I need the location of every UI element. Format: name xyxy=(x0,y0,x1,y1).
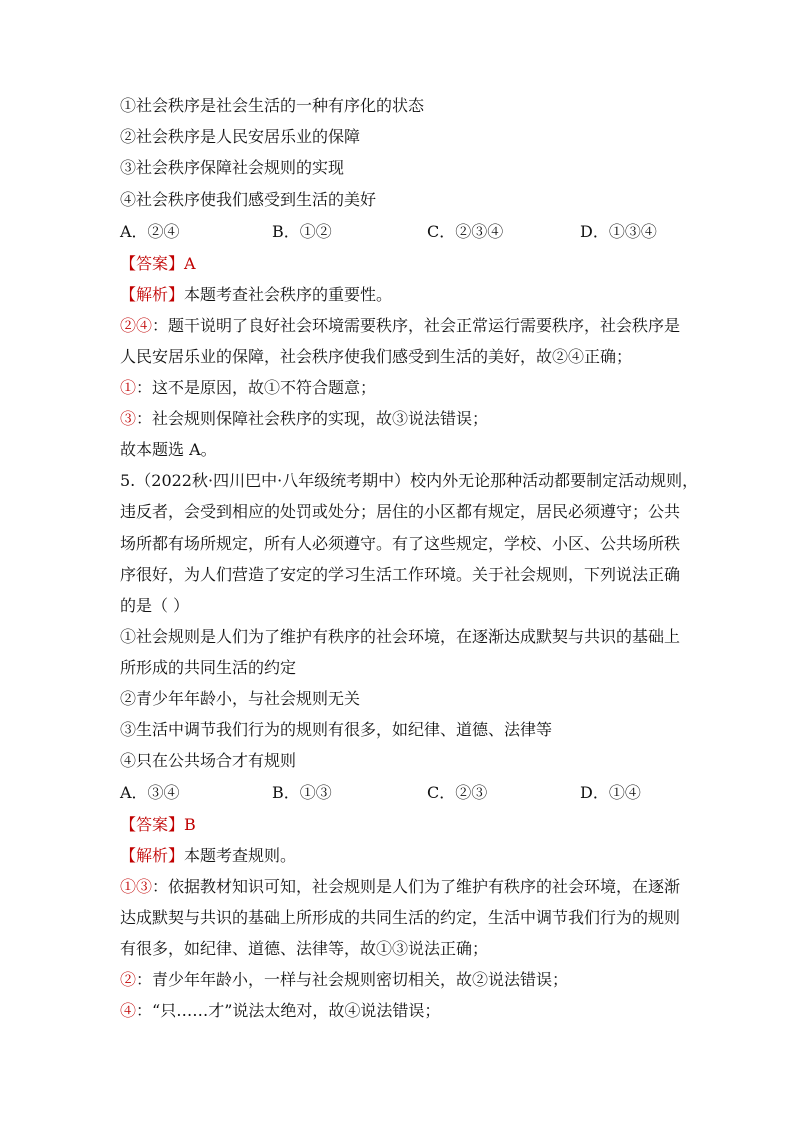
analysis-text: ：社会规则保障社会秩序的实现，故③说法错误； xyxy=(136,409,489,428)
analysis-tag: 【解析】 xyxy=(120,846,185,865)
q4-analysis-line xyxy=(120,316,680,336)
q5-options xyxy=(120,783,680,803)
q5-option-b: B．①③ xyxy=(272,783,332,802)
q5-statement: ②青少年年龄小，与社会规则无关 xyxy=(120,689,361,708)
analysis-text: ：依据教材知识可知，社会规则是人们为了维护有秩序的社会环境，在逐渐 xyxy=(152,877,681,896)
q5-statement: ④只在公共场合才有规则 xyxy=(120,751,297,770)
q4-analysis-line xyxy=(120,409,488,429)
q4-conclusion: 故本题选 A。 xyxy=(120,440,217,459)
q4-analysis-line xyxy=(120,347,632,367)
answer-tag: 【答案】 xyxy=(120,815,185,834)
q5-option-c: C．②③ xyxy=(427,783,488,802)
q5-analysis-line xyxy=(120,939,488,959)
q4-answer xyxy=(120,254,196,274)
analysis-text: 有很多，如纪律、道德、法律等，故①③说法正确； xyxy=(120,939,489,958)
q5-analysis-intro xyxy=(120,846,296,866)
q4-statement: ④社会秩序使我们感受到生活的美好 xyxy=(120,190,377,209)
analysis-tag: 【解析】 xyxy=(120,285,185,304)
q4-option-b: B．①② xyxy=(272,222,332,241)
q4-option-d: D．①③④ xyxy=(580,222,657,241)
q5-option-a: A．③④ xyxy=(120,783,180,802)
answer-value: B xyxy=(184,815,196,834)
analysis-text: 人民安居乐业的保障，社会秩序使我们感受到生活的美好，故②④正确； xyxy=(120,347,633,366)
analysis-text: 达成默契与共识的基础上所形成的共同生活的约定，生活中调节我们行为的规则 xyxy=(120,908,681,927)
q4-analysis-intro xyxy=(120,285,392,305)
q5-statement: ①社会规则是人们为了维护有秩序的社会环境，在逐渐达成默契与共识的基础上 xyxy=(120,627,681,646)
analysis-text: ：题干说明了良好社会环境需要秩序，社会正常运行需要秩序，社会秩序是 xyxy=(152,316,681,335)
q5-analysis-line xyxy=(120,970,568,990)
q4-options xyxy=(120,222,680,242)
q5-stem-line: 序很好，为人们营造了安定的学习生活工作环境。关于社会规则，下列说法正确 xyxy=(120,565,681,584)
q4-statement: ③社会秩序保障社会规则的实现 xyxy=(120,158,345,177)
q5-stem-line: 5.（2022秋·四川巴中·八年级统考期中）校内外无论那种活动都要制定活动规则， xyxy=(120,471,699,490)
analysis-text: ：青少年年龄小，一样与社会规则密切相关，故②说法错误； xyxy=(136,970,569,989)
q4-option-c: C．②③④ xyxy=(427,222,504,241)
analysis-intro-text: 本题考查规则。 xyxy=(184,846,297,865)
analysis-text: ：“只……才”说法太绝对，故④说法错误； xyxy=(136,1001,441,1020)
analysis-text: ：这不是原因，故①不符合题意； xyxy=(136,378,377,397)
q4-option-a: A．②④ xyxy=(120,222,180,241)
analysis-prefix: ②④ xyxy=(120,316,153,335)
answer-value: A xyxy=(184,254,196,273)
answer-tag: 【答案】 xyxy=(120,254,185,273)
q4-analysis-line xyxy=(120,378,376,398)
analysis-prefix: ③ xyxy=(120,409,137,428)
q4-statement: ②社会秩序是人民安居乐业的保障 xyxy=(120,127,361,146)
q5-stem-line: 违反者，会受到相应的处罚或处分；居住的小区都有规定，居民必须遵守；公共 xyxy=(120,502,681,521)
analysis-prefix: ④ xyxy=(120,1001,137,1020)
q5-statement: ③生活中调节我们行为的规则有很多，如纪律、道德、法律等 xyxy=(120,720,553,739)
q5-option-d: D．①④ xyxy=(580,783,641,802)
q5-analysis-line xyxy=(120,908,680,928)
q5-statement: 所形成的共同生活的约定 xyxy=(120,658,297,677)
q5-answer xyxy=(120,815,196,835)
analysis-prefix: ① xyxy=(120,378,137,397)
q5-stem-line: 场所都有场所规定，所有人必须遵守。有了这些规定，学校、小区、公共场所秩 xyxy=(120,534,681,553)
q5-analysis-line xyxy=(120,1001,440,1021)
analysis-prefix: ①③ xyxy=(120,877,153,896)
q4-statement: ①社会秩序是社会生活的一种有序化的状态 xyxy=(120,96,425,115)
q5-analysis-line xyxy=(120,877,680,897)
q5-stem-line: 的是（ ） xyxy=(120,596,190,615)
analysis-prefix: ② xyxy=(120,970,137,989)
analysis-intro-text: 本题考查社会秩序的重要性。 xyxy=(184,285,393,304)
